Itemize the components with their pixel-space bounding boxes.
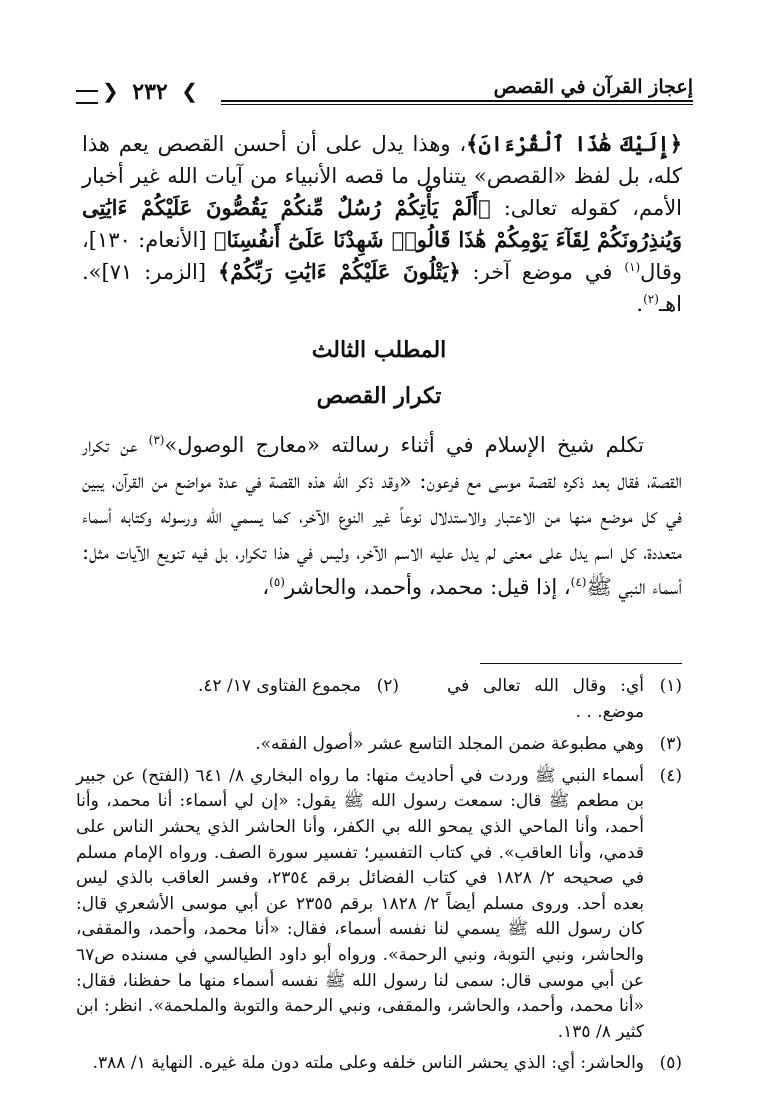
footnote-marker: (٥)	[269, 575, 285, 589]
text-run: عن تكرار القصة، فقال بعد ذكره لقصة موسى مع فرعون: «وقد ذكر الله هذه القصة في عدة مواضع من القرآن، يبين في كل موضع منها من الاعتبار والاستدلال نوعاً غير النوع الآخر، كما يسمي الله ورسوله وكتابه أسماء متعددة، كل اسم يدل على معنى لم يدل عليه الاسم الآخر، وليس في هذا تكرار، بل فيه تنويع الآيات مثل: أسماء النبي ﷺ	[82, 433, 682, 599]
text-run: في موضع آخر:	[460, 260, 625, 284]
page-number-ornament	[76, 72, 221, 106]
running-title: إعجاز القرآن في القصص	[493, 76, 693, 98]
footnote-text: مجموع الفتاوى ١٧/ ٤٢.	[197, 676, 361, 696]
ornament-right-icon: ❯	[181, 79, 198, 103]
footnote-number: (١)	[659, 676, 682, 696]
quran-verse: ﴿إِلَيْكَ هَٰذَا ٱلْقُرْءَانَ﴾	[466, 131, 683, 156]
footnote-text: أي: وقال الله تعالى في موضع. . .	[447, 676, 644, 722]
text-run: ،	[262, 575, 270, 599]
footnote-3	[76, 732, 682, 758]
footnote-number: (٥)	[659, 1053, 682, 1074]
text-run: ، إذا قيل: محمد، وأحمد، والحاشر	[284, 575, 571, 599]
footnote-number: (٤)	[659, 765, 682, 786]
footnote-number: (٣)	[659, 734, 682, 755]
section-heading: المطلب الثالث	[311, 337, 447, 363]
ornament-lines	[76, 90, 98, 104]
quran-verse: ﴿أَلَمْ يَأْتِكُمْ رُسُلٌ مِّنكُمْ يَقُصُّونَ عَلَيْكُمْ ءَايَٰتِى وَيُنذِرُونَكُمْ لِقَآءَ يَوْمِكُمْ هَٰذَا قَالُوا۟ شَهِدْنَا عَلَىٰٓ أَنفُسِنَا﴾	[82, 195, 682, 252]
quran-verse: ﴿يَتْلُونَ عَلَيْكُمْ ءَايَٰتِ رَبِّكُمْ﴾	[217, 259, 461, 284]
footnote-1-2	[76, 674, 682, 725]
page-number-badge	[104, 78, 196, 106]
footnote-5	[76, 1051, 682, 1077]
footnote-marker: (٤)	[570, 575, 587, 589]
footnote-number: (٢)	[376, 676, 399, 696]
paragraph-1	[82, 128, 682, 320]
paragraph-2	[82, 428, 682, 606]
text-run: [الأنعام: ١٣٠]، وقال	[82, 228, 682, 284]
footnote-separator	[480, 663, 682, 664]
footnote-text: وهي مطبوعة ضمن المجلد التاسع عشر «أصول الفقه».	[255, 734, 644, 755]
text-run: [الزمر: ٧١]». اهـ	[82, 260, 682, 316]
section-title: تكرار القصص	[316, 383, 442, 409]
text-run: تكلم شيخ الإسلام في أثناء رسالته «معارج الوصول»	[164, 433, 644, 457]
running-header	[76, 72, 693, 106]
text-run: ، وهذا يدل على أن أحسن القصص يعم هذا كله، بل لفظ «القصص» يتناول ما قصه الأنبياء من آيات الله غير أخبار الأمم، كقوله تعالى:	[82, 132, 682, 220]
text-run: .	[636, 292, 644, 316]
footnote-text: أسماء النبي ﷺ وردت في أحاديث منها: ما رواه البخاري ٨/ ٦٤١ (الفتح) عن جبير بن مطعم ﷺ قال: سمعت رسول الله ﷺ يقول: «إن لي أسماء: أنا محمد، وأنا أحمد، وأنا الماحي الذي يمحو الله بي الكفر، وأنا الحاشر الذي يحشر الناس على قدمي، وأنا العاقب». في كتاب التفسير؛ تفسير سورة الصف. ورواه الإمام مسلم في صحيحه ٢/ ١٨٢٨ في كتاب الفضائل برقم ٢٣٥٤، وفسر العاقب بالذي ليس بعده أحد. وروى مسلم أيضاً ٢/ ١٨٢٨ برقم ٢٣٥٥ عن أبي موسى الأشعري قال: كان رسول الله ﷺ يسمي لنا نفسه أسماء، فقال: «أنا محمد، وأحمد، والمقفى، والحاشر، ونبي التوبة، ونبي الرحمة». ورواه أبو داود الطيالسي في مسنده ص٦٧ عن أبي موسى قال: سمى لنا رسول الله ﷺ نفسه أسماء منها ما حفظنا، فقال: «أنا محمد، وأحمد، والحاشر، والمقفى، ونبي الرحمة والتوبة والملحمة». انظر: ابن كثير ٨/ ١٣٥.	[76, 765, 645, 1042]
footnote-text: والحاشر: أي: الذي يحشر الناس خلفه وعلى ملته دون ملة غيره. النهاية ١/ ٣٨٨.	[92, 1053, 644, 1074]
footnotes	[76, 674, 682, 1077]
footnote-marker: (٣)	[148, 433, 165, 447]
footnote-4	[76, 764, 682, 1046]
ornament-left-icon: ❮	[102, 79, 119, 103]
footnote-marker: (٢)	[643, 292, 659, 306]
page-number: ٢٣٢	[132, 79, 168, 105]
footnote-marker: (١)	[624, 260, 641, 274]
